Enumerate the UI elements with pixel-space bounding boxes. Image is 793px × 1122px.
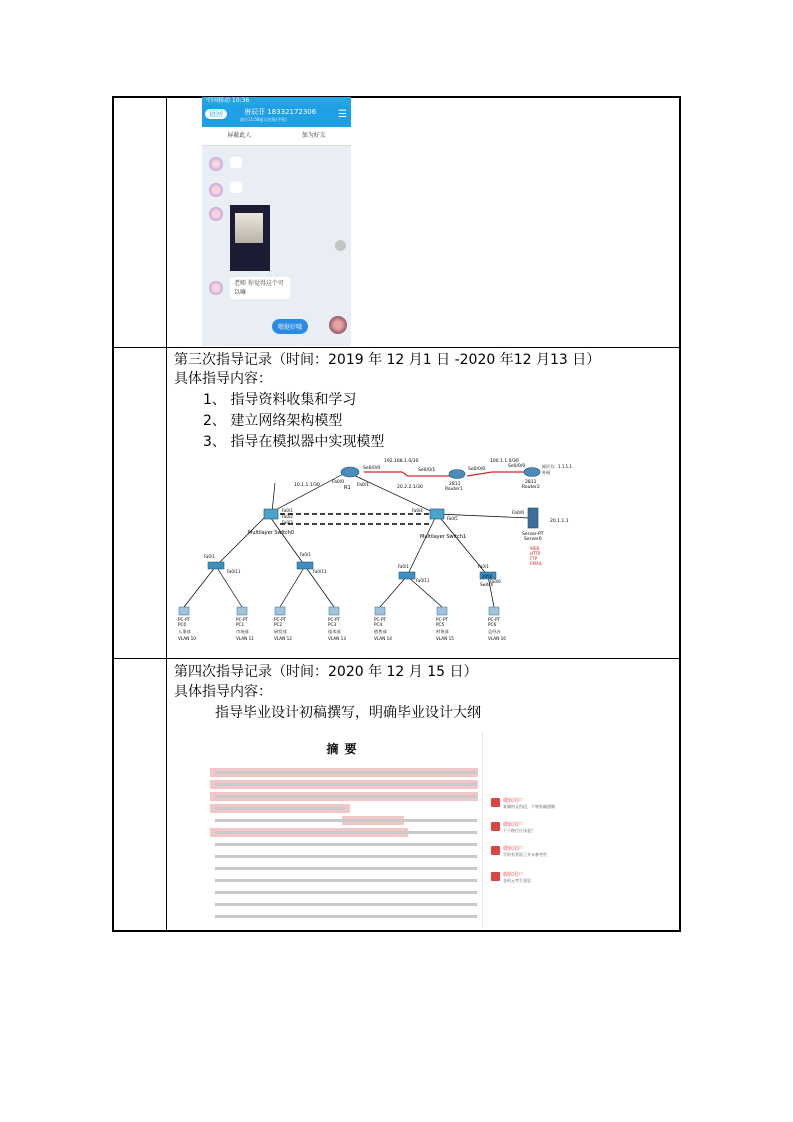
svg-text:Fa0/1: Fa0/1 — [204, 554, 215, 559]
third-item-3: 3、 指导在模拟器中实现模型 — [203, 434, 385, 450]
abstract-document — [207, 732, 483, 928]
pc-vlan-label: VLAN 11 — [236, 636, 254, 641]
svg-text:Se0/0/1: Se0/0/1 — [418, 468, 436, 473]
avatar — [209, 183, 223, 197]
back-button[interactable]: 返回 — [205, 109, 227, 119]
svg-text:WEB: WEB — [530, 546, 540, 551]
svg-text:Server0: Server0 — [524, 537, 542, 542]
pc-vlan-label: VLAN 16 — [488, 636, 506, 641]
pc-dept-label: 销售部 — [374, 629, 387, 634]
pc-dept-label: 市场部 — [236, 629, 249, 634]
pc-0 — [178, 607, 196, 641]
svg-text:Fa0/1: Fa0/1 — [357, 483, 370, 488]
pc-vlan-label: VLAN 13 — [328, 636, 346, 641]
pc-type-label: PC-PT — [328, 617, 341, 622]
pc-type-label: PC-PT — [178, 617, 191, 622]
user-icon — [491, 872, 500, 881]
pc-type-label: PC-PT — [488, 617, 501, 622]
serial-links — [364, 472, 527, 476]
pc-dept-label: 财务部 — [436, 629, 449, 634]
pc-name-label: PC2 — [274, 622, 283, 627]
switch-1 — [297, 562, 313, 569]
svg-text:Switch: Switch — [480, 582, 494, 587]
svg-text:Fa0/1: Fa0/1 — [300, 552, 311, 557]
pc-name-label: PC1 — [236, 622, 245, 627]
link-labels — [294, 458, 525, 516]
pc-5 — [436, 607, 454, 641]
fourth-item: 指导毕业设计初稿撰写，明确毕业设计大纲 — [215, 705, 481, 721]
avatar — [329, 316, 347, 334]
pc-name-label: PC5 — [436, 622, 445, 627]
chat-header — [202, 105, 351, 127]
svg-text:20.1.1.1: 20.1.1.1 — [550, 519, 569, 524]
pc-name-label: PC0 — [178, 622, 187, 627]
svg-text:Fa0/3: Fa0/3 — [282, 520, 293, 525]
fourth-record-header: 第四次指导记录（时间：2020 年 12 月 15 日） — [174, 664, 478, 680]
pc-vlan-label: VLAN 14 — [374, 636, 392, 641]
svg-text:Se0/0/0: Se0/0/0 — [363, 466, 381, 471]
svg-text:Fa0/11: Fa0/11 — [313, 569, 327, 574]
pc-name-label: PC6 — [488, 622, 497, 627]
avatar — [209, 157, 223, 171]
links — [184, 472, 530, 607]
svg-text:外网: 外网 — [542, 470, 550, 475]
avatar — [209, 207, 223, 221]
chat-actions — [202, 127, 351, 146]
svg-text:10.1.1.1/30: 10.1.1.1/30 — [294, 483, 320, 488]
third-record-label: 具体指导内容： — [174, 371, 272, 387]
svg-text:Router2: Router2 — [522, 485, 540, 490]
svg-text:网页为：1.1.1.1: 网页为：1.1.1.1 — [542, 464, 572, 469]
router-label: R1 — [344, 485, 351, 491]
svg-text:2811: 2811 — [449, 482, 461, 487]
svg-text:Multilayer Switch1: Multilayer Switch1 — [420, 534, 467, 540]
row-divider-2 — [112, 658, 681, 659]
pc-dept-label: 总经办 — [488, 629, 501, 634]
svg-text:Fa0/1: Fa0/1 — [282, 508, 293, 513]
pc-type-label: PC-PT — [274, 617, 287, 622]
photo-message[interactable] — [230, 205, 270, 271]
user-icon — [491, 798, 500, 807]
reply-bubble: 嗯挺好哦 — [272, 319, 308, 334]
message-text: 老师 你觉得这个可以嘛 — [234, 280, 284, 296]
network-topology — [172, 452, 572, 652]
abstract-screenshot — [207, 732, 590, 928]
svg-text:20.2.2.1/30: 20.2.2.1/30 — [397, 485, 423, 490]
photo-content — [235, 213, 263, 243]
svg-text:Fa0/2: Fa0/2 — [282, 514, 293, 519]
third-record-header: 第三次指导记录（时间：2019 年 12 月1 日 -2020 年12 月13 日） — [174, 352, 601, 368]
pc-3 — [328, 607, 346, 641]
pc-dept-label: 技术部 — [328, 629, 341, 634]
svg-text:Fa0/1: Fa0/1 — [478, 564, 489, 569]
svg-text:Fa0/5: Fa0/5 — [447, 516, 458, 521]
pc-group — [178, 607, 506, 641]
switch-2 — [399, 572, 415, 579]
svg-text:HTTP: HTTP — [530, 551, 541, 556]
fourth-record-label: 具体指导内容： — [174, 684, 272, 700]
status-bar: 中国移动 10:36 — [202, 97, 351, 105]
pc-type-label: PC-PT — [236, 617, 249, 622]
add-friend-button[interactable]: 加为好友 — [301, 132, 326, 139]
svg-text:Se0/0/0: Se0/0/0 — [468, 467, 486, 472]
pc-dept-label: 研发部 — [274, 629, 287, 634]
message-bubble — [230, 157, 242, 168]
third-item-1: 1、 指导资料收集和学习 — [203, 392, 357, 408]
pc-1 — [236, 607, 254, 641]
trunk-links — [280, 514, 430, 524]
svg-text:Fa0/4: Fa0/4 — [412, 508, 423, 513]
svg-text:2811: 2811 — [525, 480, 537, 485]
switch-0 — [208, 562, 224, 569]
svg-text:EMAIL: EMAIL — [530, 561, 543, 566]
pc-vlan-label: VLAN 15 — [436, 636, 454, 641]
svg-text:Fa0/11: Fa0/11 — [227, 569, 241, 574]
menu-icon[interactable]: ☰ — [338, 109, 347, 120]
user-icon — [491, 822, 500, 831]
svg-text:Fa0/1: Fa0/1 — [398, 564, 409, 569]
pc-type-label: PC-PT — [374, 617, 387, 622]
pc-4 — [374, 607, 392, 641]
server-0 — [522, 508, 569, 566]
pc-2 — [274, 607, 292, 641]
pc-name-label: PC4 — [374, 622, 383, 627]
user-icon — [491, 846, 500, 855]
svg-text:Se0/0/0: Se0/0/0 — [508, 464, 526, 469]
router-router2 — [522, 463, 572, 490]
svg-text:100.1.1.0/30: 100.1.1.0/30 — [490, 459, 519, 464]
third-item-2: 2、 建立网络架构模型 — [203, 413, 343, 429]
block-button[interactable]: 屏蔽此人 — [227, 132, 252, 139]
pc-vlan-label: VLAN 12 — [274, 636, 292, 641]
pc-name-label: PC3 — [328, 622, 337, 627]
comment-pane: 微软用户 复制的文档段，不够准确通顺 微软用户 下个路径应该是？ 微软用户 写的有背面了并未参考些 微软用户 各机元考生意思 — [487, 732, 590, 928]
svg-text:Fa0/0: Fa0/0 — [332, 480, 345, 485]
contact-status: 最后11:58显示在线(手机) — [240, 117, 287, 122]
svg-text:192.168.1.0/30: 192.168.1.0/30 — [384, 459, 419, 464]
svg-text:2950: 2950 — [482, 574, 493, 579]
download-icon[interactable] — [335, 240, 346, 251]
row-divider-1 — [112, 347, 681, 348]
svg-text:Multilayer Switch0: Multilayer Switch0 — [248, 530, 295, 536]
contact-name: 唐辰菲 18332172306 — [244, 108, 317, 116]
router-router1 — [445, 470, 465, 493]
table-column-divider — [166, 96, 167, 932]
pc-type-label: PC-PT — [436, 617, 449, 622]
avatar — [209, 281, 223, 295]
pc-dept-label: 人事部 — [178, 629, 191, 634]
svg-text:Router1: Router1 — [445, 487, 463, 492]
abstract-title: 摘要 — [326, 742, 363, 756]
message-bubble — [230, 277, 290, 299]
svg-text:Fa0/11: Fa0/11 — [416, 578, 430, 583]
svg-text:FTP: FTP — [530, 556, 538, 561]
svg-text:Server-PT: Server-PT — [522, 532, 544, 537]
svg-text:Fa0/0: Fa0/0 — [512, 511, 525, 516]
pc-6 — [488, 607, 506, 641]
chat-screenshot — [202, 97, 351, 346]
port-labels — [204, 508, 501, 584]
message-bubble — [230, 182, 242, 193]
pc-vlan-label: VLAN 10 — [178, 636, 196, 641]
svg-text:Fa0/6: Fa0/6 — [490, 579, 501, 584]
